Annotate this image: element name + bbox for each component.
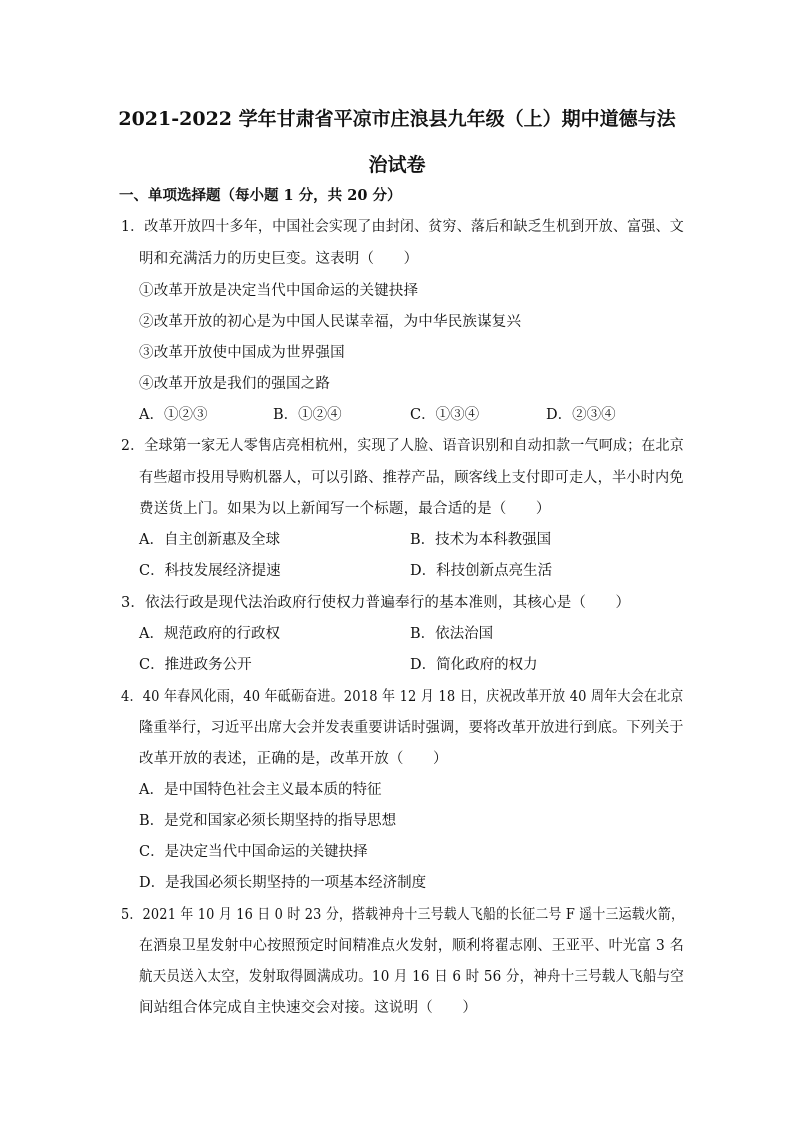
exam-title	[110, 96, 684, 188]
q3-option-c: C．推进政务公开	[139, 657, 252, 673]
q2-stem-line-2: 有些超市投用导购机器人，可以引路、推荐产品，顾客线上支付即可走人，半小时内免	[139, 470, 684, 486]
section-heading: 一、单项选择题（每小题 1 分，共 20 分）	[119, 187, 402, 204]
q4-stem-line-1: 4．40 年春风化雨，40 年砥砺奋进。2018 年 12 月 18 日，庆祝改革开放 40 周年大会在北京	[121, 689, 684, 705]
q1-statement-3: ③改革开放使中国成为世界强国	[139, 345, 345, 361]
q4-option-c: C．是决定当代中国命运的关键抉择	[139, 844, 368, 860]
q2-option-c: C．科技发展经济提速	[139, 563, 281, 579]
q1-option-b: B．①②④	[273, 407, 342, 423]
q3-option-d: D．简化政府的权力	[410, 657, 538, 673]
q4-option-d: D．是我国必须长期坚持的一项基本经济制度	[139, 875, 427, 891]
q2-stem-line-1: 2．全球第一家无人零售店亮相杭州，实现了人脸、语音识别和自动扣款一气呵成；在北京	[121, 438, 684, 454]
q2-stem-line-3: 费送货上门。如果为以上新闻写一个标题，最合适的是（ ）	[139, 501, 551, 517]
q1-stem-line-1: 1．改革开放四十多年，中国社会实现了由封闭、贫穷、落后和缺乏生机到开放、富强、文	[121, 219, 684, 235]
q2-option-d: D．科技创新点亮生活	[410, 563, 553, 579]
q5-stem-line-3: 航天员送入太空，发射取得圆满成功。10 月 16 日 6 时 56 分，神舟十三号载人飞船与空	[139, 969, 684, 985]
q3-stem-line-1: 3．依法行政是现代法治政府行使权力普遍奉行的基本准则，其核心是（ ）	[121, 595, 631, 611]
q5-stem-line-2: 在酒泉卫星发射中心按照预定时间精准点火发射，顺利将翟志刚、王亚平、叶光富 3 名	[139, 938, 684, 954]
title-line-2: 治试卷	[368, 154, 426, 176]
q1-option-a: A．①②③	[139, 407, 208, 423]
q1-statement-2: ②改革开放的初心是为中国人民谋幸福，为中华民族谋复兴	[139, 314, 522, 330]
q1-stem-line-2: 明和充满活力的历史巨变。这表明（ ）	[139, 251, 419, 267]
q5-stem-line-1: 5．2021 年 10 月 16 日 0 时 23 分，搭载神舟十三号载人飞船的长征二号 F 遥十三运载火箭，	[121, 907, 685, 923]
title-line-1: 2021-2022 学年甘肃省平凉市庄浪县九年级（上）期中道德与法	[118, 108, 676, 130]
q1-option-d: D．②③④	[546, 407, 616, 423]
q5-stem-line-4: 间站组合体完成自主快速交会对接。这说明（ ）	[139, 1000, 478, 1016]
q4-option-b: B．是党和国家必须长期坚持的指导思想	[139, 813, 397, 829]
q1-option-c: C．①③④	[410, 407, 480, 423]
q4-option-a: A．是中国特色社会主义最本质的特征	[139, 782, 382, 798]
q4-stem-line-2: 隆重举行，习近平出席大会并发表重要讲话时强调，要将改革开放进行到底。下列关于	[139, 720, 684, 736]
q1-statement-1: ①改革开放是决定当代中国命运的关键抉择	[139, 283, 419, 299]
q4-stem-line-3: 改革开放的表述，正确的是，改革开放（ ）	[139, 751, 448, 767]
q3-option-b: B．依法治国	[410, 626, 494, 642]
q3-option-a: A．规范政府的行政权	[139, 626, 280, 642]
q1-statement-4: ④改革开放是我们的强国之路	[139, 376, 331, 392]
q2-option-b: B．技术为本科教强国	[410, 532, 552, 548]
q2-option-a: A．自主创新惠及全球	[139, 532, 280, 548]
